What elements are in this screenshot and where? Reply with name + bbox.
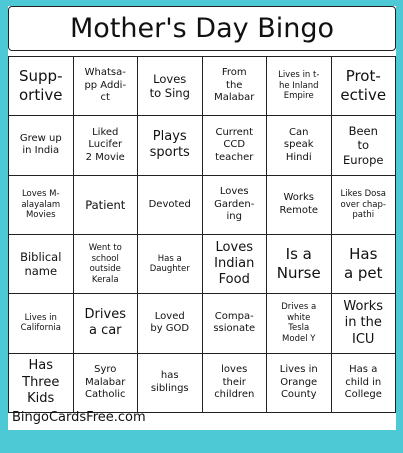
bingo-cell[interactable]: Lives in Orange County [267, 354, 332, 413]
bingo-cell[interactable]: Can speak Hindi [267, 116, 332, 175]
bingo-cell[interactable]: Lives in California [9, 294, 74, 353]
bingo-cell[interactable]: Biblical name [9, 235, 74, 294]
bingo-cell[interactable]: loves their children [203, 354, 268, 413]
bingo-cell[interactable]: Has a pet [332, 235, 397, 294]
bingo-cell[interactable]: Devoted [138, 176, 203, 235]
bingo-cell[interactable]: Prot- ective [332, 57, 397, 116]
bingo-cell[interactable]: Works in the ICU [332, 294, 397, 353]
bingo-cell[interactable]: Been to Europe [332, 116, 397, 175]
bingo-cell[interactable]: Supp- ortive [9, 57, 74, 116]
bingo-cell[interactable]: Went to school outside Kerala [74, 235, 139, 294]
bingo-cell[interactable]: Syro Malabar Catholic [74, 354, 139, 413]
bingo-cell[interactable]: Plays sports [138, 116, 203, 175]
bingo-cell[interactable]: Drives a car [74, 294, 139, 353]
bingo-cell[interactable]: Has Three Kids [9, 354, 74, 413]
bingo-cell[interactable]: Works Remote [267, 176, 332, 235]
bingo-cell[interactable]: Loves M- alayalam Movies [9, 176, 74, 235]
bingo-cell[interactable]: Lives in t- he Inland Empire [267, 57, 332, 116]
bingo-cell[interactable]: From the Malabar [203, 57, 268, 116]
bingo-card [8, 6, 396, 430]
bingo-cell[interactable]: Patient [74, 176, 139, 235]
bingo-cell[interactable]: Likes Dosa over chap- pathi [332, 176, 397, 235]
bingo-cell[interactable]: Current CCD teacher [203, 116, 268, 175]
bingo-cell[interactable]: Loves to Sing [138, 57, 203, 116]
bingo-cell[interactable]: Loves Indian Food [203, 235, 268, 294]
bingo-cell[interactable]: Whatsa- pp Addi- ct [74, 57, 139, 116]
card-title: Mother's Day Bingo [8, 6, 396, 51]
bingo-cell[interactable]: Compa- ssionate [203, 294, 268, 353]
bingo-cell[interactable]: Has a child in College [332, 354, 397, 413]
bingo-grid [8, 56, 396, 413]
bingo-cell[interactable]: Loves Garden- ing [203, 176, 268, 235]
footer-brand: BingoCardsFree.com [12, 410, 146, 425]
bingo-cell[interactable]: Loved by GOD [138, 294, 203, 353]
bingo-cell[interactable]: Has a Daughter [138, 235, 203, 294]
bingo-cell[interactable]: has siblings [138, 354, 203, 413]
bingo-cell[interactable]: Liked Lucifer 2 Movie [74, 116, 139, 175]
bingo-cell[interactable]: Is a Nurse [267, 235, 332, 294]
bingo-cell[interactable]: Grew up in India [9, 116, 74, 175]
bingo-cell[interactable]: Drives a white Tesla Model Y [267, 294, 332, 353]
